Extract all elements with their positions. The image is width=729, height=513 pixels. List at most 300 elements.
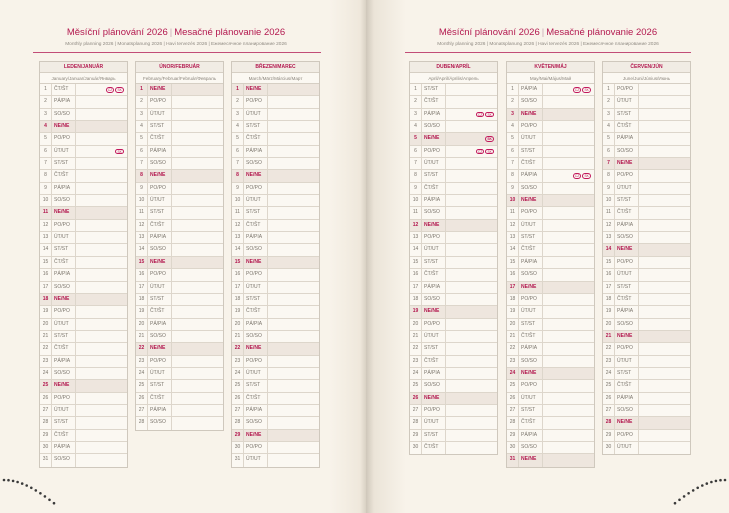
notes-cell[interactable] <box>268 84 319 95</box>
notes-cell[interactable] <box>268 121 319 132</box>
notes-cell[interactable] <box>543 454 594 466</box>
separator: | <box>541 27 545 38</box>
day-row <box>603 356 690 368</box>
notes-cell[interactable] <box>172 282 223 293</box>
notes-cell[interactable] <box>268 195 319 206</box>
notes-cell[interactable] <box>76 393 127 404</box>
notes-cell[interactable] <box>639 417 690 428</box>
notes-cell[interactable] <box>543 170 594 181</box>
notes-cell[interactable] <box>446 368 497 379</box>
notes-cell[interactable] <box>76 294 127 305</box>
day-row <box>136 319 223 331</box>
notes-cell[interactable] <box>268 146 319 157</box>
notes-cell[interactable] <box>172 109 223 120</box>
day-row <box>136 294 223 306</box>
notes-cell[interactable] <box>172 368 223 379</box>
notes-cell[interactable] <box>446 331 497 342</box>
notes-cell[interactable] <box>76 442 127 453</box>
notes-cell[interactable] <box>446 393 497 404</box>
notes-cell[interactable] <box>543 356 594 367</box>
notes-cell[interactable] <box>639 257 690 268</box>
notes-cell[interactable] <box>268 331 319 342</box>
notes-cell[interactable] <box>446 442 497 454</box>
notes-cell[interactable] <box>446 430 497 441</box>
notes-cell[interactable] <box>172 405 223 416</box>
notes-cell[interactable] <box>543 405 594 416</box>
day-number: 13 <box>40 232 52 243</box>
day-number: 17 <box>507 282 519 293</box>
notes-cell[interactable] <box>639 430 690 441</box>
day-row <box>603 96 690 108</box>
weekday: SO/SO <box>148 417 172 429</box>
notes-cell[interactable] <box>172 257 223 268</box>
day-row <box>507 170 594 182</box>
notes-cell[interactable] <box>172 207 223 218</box>
dot <box>44 495 47 498</box>
notes-cell[interactable] <box>172 417 223 429</box>
title-cz: Měsíční plánování 2026 <box>66 27 168 38</box>
day-row <box>603 393 690 405</box>
notes-cell[interactable] <box>172 84 223 95</box>
notes-cell[interactable] <box>268 133 319 144</box>
notes-cell[interactable] <box>76 84 127 95</box>
notes-cell[interactable] <box>172 170 223 181</box>
notes-cell[interactable] <box>268 405 319 416</box>
day-number: 8 <box>232 170 244 181</box>
day-row <box>40 244 127 256</box>
notes-cell[interactable] <box>543 331 594 342</box>
notes-cell[interactable] <box>172 158 223 169</box>
day-number: 12 <box>603 220 615 231</box>
weekday: ČT/ŠT <box>52 343 76 354</box>
notes-cell[interactable] <box>639 207 690 218</box>
notes-cell[interactable] <box>268 393 319 404</box>
notes-cell[interactable] <box>268 306 319 317</box>
notes-cell[interactable] <box>268 244 319 255</box>
notes-cell[interactable] <box>172 183 223 194</box>
notes-cell[interactable] <box>639 84 690 95</box>
day-row <box>410 380 497 392</box>
notes-cell[interactable] <box>268 96 319 107</box>
notes-cell[interactable] <box>76 195 127 206</box>
notes-cell[interactable] <box>639 170 690 181</box>
day-number: 21 <box>40 331 52 342</box>
weekday: ÚT/UT <box>615 183 639 194</box>
notes-cell[interactable] <box>543 368 594 379</box>
weekday: PÁ/PIA <box>615 133 639 144</box>
notes-cell[interactable] <box>639 331 690 342</box>
notes-cell[interactable] <box>172 343 223 354</box>
day-row <box>410 207 497 219</box>
day-row <box>232 393 319 405</box>
day-row <box>410 356 497 368</box>
notes-cell[interactable] <box>639 269 690 280</box>
notes-cell[interactable] <box>172 306 223 317</box>
notes-cell[interactable] <box>76 133 127 144</box>
day-number: 3 <box>507 109 519 120</box>
notes-cell[interactable] <box>543 319 594 330</box>
day-row <box>40 454 127 466</box>
day-row <box>40 356 127 368</box>
weekday: SO/SO <box>519 96 543 107</box>
day-row <box>40 368 127 380</box>
notes-cell[interactable] <box>268 207 319 218</box>
notes-cell[interactable] <box>543 417 594 428</box>
day-number: 28 <box>603 417 615 428</box>
day-number: 11 <box>232 207 244 218</box>
notes-cell[interactable] <box>76 220 127 231</box>
notes-cell[interactable] <box>76 417 127 428</box>
day-number: 18 <box>232 294 244 305</box>
day-number: 9 <box>232 183 244 194</box>
notes-cell[interactable] <box>268 368 319 379</box>
holiday-badge: SK <box>582 87 591 93</box>
notes-cell[interactable] <box>446 183 497 194</box>
day-number: 26 <box>410 393 422 404</box>
notes-cell[interactable] <box>446 244 497 255</box>
notes-cell[interactable] <box>268 257 319 268</box>
notes-cell[interactable] <box>172 220 223 231</box>
day-row <box>603 269 690 281</box>
notes-cell[interactable] <box>76 146 127 157</box>
notes-cell[interactable] <box>446 232 497 243</box>
notes-cell[interactable] <box>639 405 690 416</box>
page-subtitle: Monthly planning 2026 | Monatsplanung 2026 | Havi tervezés 2026 | Ежемесячное планирование 2026 <box>437 42 659 47</box>
notes-cell[interactable] <box>639 294 690 305</box>
weekday: ST/ST <box>52 158 76 169</box>
notes-cell[interactable] <box>446 294 497 305</box>
day-row <box>232 96 319 108</box>
weekday: ČT/ŠT <box>422 183 446 194</box>
notes-cell[interactable] <box>639 195 690 206</box>
notes-cell[interactable] <box>76 356 127 367</box>
weekday: PÁ/PIA <box>52 442 76 453</box>
notes-cell[interactable] <box>268 269 319 280</box>
day-row <box>232 244 319 256</box>
notes-cell[interactable] <box>446 282 497 293</box>
notes-cell[interactable] <box>543 269 594 280</box>
notes-cell[interactable] <box>76 368 127 379</box>
notes-cell[interactable] <box>543 183 594 194</box>
notes-cell[interactable] <box>543 442 594 453</box>
day-row <box>410 393 497 405</box>
notes-cell[interactable] <box>172 195 223 206</box>
weekday: ČT/ŠT <box>615 294 639 305</box>
notes-cell[interactable] <box>76 158 127 169</box>
weekday: PÁ/PIA <box>148 405 172 416</box>
notes-cell[interactable] <box>639 356 690 367</box>
day-row <box>40 146 127 158</box>
day-number: 16 <box>136 269 148 280</box>
notes-cell[interactable] <box>543 96 594 107</box>
notes-cell[interactable] <box>639 96 690 107</box>
notes-cell[interactable] <box>543 393 594 404</box>
notes-cell[interactable] <box>76 232 127 243</box>
notes-cell[interactable] <box>543 257 594 268</box>
day-number: 18 <box>40 294 52 305</box>
notes-cell[interactable] <box>172 133 223 144</box>
weekday: PO/PO <box>148 269 172 280</box>
notes-cell[interactable] <box>639 380 690 391</box>
notes-cell[interactable] <box>543 207 594 218</box>
notes-cell[interactable] <box>446 158 497 169</box>
notes-cell[interactable] <box>268 380 319 391</box>
day-row <box>603 146 690 158</box>
day-row <box>410 183 497 195</box>
notes-cell[interactable] <box>268 158 319 169</box>
notes-cell[interactable] <box>446 257 497 268</box>
day-number: 1 <box>232 84 244 95</box>
notes-cell[interactable] <box>268 220 319 231</box>
notes-cell[interactable] <box>76 207 127 218</box>
day-number: 24 <box>603 368 615 379</box>
day-row <box>136 257 223 269</box>
weekday: SO/SO <box>615 405 639 416</box>
day-number: 6 <box>603 146 615 157</box>
notes-cell[interactable] <box>76 121 127 132</box>
notes-cell[interactable] <box>446 269 497 280</box>
notes-cell[interactable] <box>543 220 594 231</box>
day-number: 27 <box>40 405 52 416</box>
day-number: 28 <box>507 417 519 428</box>
day-number: 8 <box>410 170 422 181</box>
notes-cell[interactable] <box>639 319 690 330</box>
notes-cell[interactable] <box>543 158 594 169</box>
day-row <box>40 380 127 392</box>
dot <box>706 482 709 485</box>
notes-cell[interactable] <box>76 96 127 107</box>
day-row <box>507 282 594 294</box>
day-number: 7 <box>232 158 244 169</box>
notes-cell[interactable] <box>268 417 319 428</box>
page-subtitle: Monthly planning 2026 | Monatsplanung 2026 | Havi tervezés 2026 | Ежемесячное планирование 2026 <box>65 42 287 47</box>
day-row <box>507 183 594 195</box>
notes-cell[interactable] <box>268 454 319 466</box>
notes-cell[interactable] <box>172 356 223 367</box>
notes-cell[interactable] <box>543 343 594 354</box>
weekday: ČT/ŠT <box>422 96 446 107</box>
day-row <box>232 269 319 281</box>
notes-cell[interactable] <box>268 282 319 293</box>
day-row <box>136 146 223 158</box>
notes-cell[interactable] <box>446 306 497 317</box>
notes-cell[interactable] <box>639 282 690 293</box>
notes-cell[interactable] <box>76 430 127 441</box>
notes-cell[interactable] <box>76 306 127 317</box>
weekday: ČT/ŠT <box>148 220 172 231</box>
weekday: PO/PO <box>615 84 639 95</box>
notes-cell[interactable] <box>172 380 223 391</box>
notes-cell[interactable] <box>172 121 223 132</box>
day-row <box>232 207 319 219</box>
weekday: ČT/ŠT <box>422 356 446 367</box>
notes-cell[interactable] <box>446 109 497 120</box>
right-page <box>366 0 729 513</box>
notes-cell[interactable] <box>543 133 594 144</box>
day-row <box>40 232 127 244</box>
notes-cell[interactable] <box>446 380 497 391</box>
notes-cell[interactable] <box>446 146 497 157</box>
notes-cell[interactable] <box>639 232 690 243</box>
notes-cell[interactable] <box>543 121 594 132</box>
notes-cell[interactable] <box>639 109 690 120</box>
weekday: NE/NE <box>422 133 446 144</box>
notes-cell[interactable] <box>76 269 127 280</box>
notes-cell[interactable] <box>76 454 127 466</box>
notes-cell[interactable] <box>446 356 497 367</box>
notes-cell[interactable] <box>172 244 223 255</box>
notes-cell[interactable] <box>268 356 319 367</box>
notes-cell[interactable] <box>543 306 594 317</box>
notes-cell[interactable] <box>446 170 497 181</box>
notes-cell[interactable] <box>543 294 594 305</box>
notes-cell[interactable] <box>446 207 497 218</box>
notes-cell[interactable] <box>172 269 223 280</box>
day-row <box>232 405 319 417</box>
day-number: 7 <box>40 158 52 169</box>
notes-cell[interactable] <box>446 121 497 132</box>
notes-cell[interactable] <box>639 306 690 317</box>
notes-cell[interactable] <box>543 282 594 293</box>
notes-cell[interactable] <box>446 96 497 107</box>
notes-cell[interactable] <box>268 170 319 181</box>
weekday: PO/PO <box>422 146 446 157</box>
notes-cell[interactable] <box>172 393 223 404</box>
month-subname: January/Januar/Január/Январь <box>40 73 127 84</box>
notes-cell[interactable] <box>76 343 127 354</box>
weekday: ÚT/UT <box>422 331 446 342</box>
day-number: 11 <box>410 207 422 218</box>
notes-cell[interactable] <box>446 220 497 231</box>
day-number: 6 <box>507 146 519 157</box>
month-name: LEDEN/JANUÁR <box>40 62 127 73</box>
notes-cell[interactable] <box>446 343 497 354</box>
day-number: 4 <box>232 121 244 132</box>
notes-cell[interactable] <box>446 133 497 144</box>
notes-cell[interactable] <box>543 244 594 255</box>
weekday: PO/PO <box>519 294 543 305</box>
day-number: 5 <box>410 133 422 144</box>
notes-cell[interactable] <box>543 84 594 95</box>
notes-cell[interactable] <box>446 84 497 95</box>
day-row <box>232 133 319 145</box>
weekday: ČT/ŠT <box>244 306 268 317</box>
notes-cell[interactable] <box>172 331 223 342</box>
weekday: NE/NE <box>244 257 268 268</box>
weekday: PÁ/PIA <box>52 183 76 194</box>
notes-cell[interactable] <box>172 146 223 157</box>
notes-cell[interactable] <box>172 96 223 107</box>
day-row <box>603 380 690 392</box>
notes-cell[interactable] <box>268 232 319 243</box>
notes-cell[interactable] <box>76 170 127 181</box>
weekday: PÁ/PIA <box>519 84 543 95</box>
notes-cell[interactable] <box>639 393 690 404</box>
notes-cell[interactable] <box>446 405 497 416</box>
notes-cell[interactable] <box>268 442 319 453</box>
month-table <box>602 61 691 455</box>
notes-cell[interactable] <box>446 417 497 428</box>
notes-cell[interactable] <box>268 183 319 194</box>
notes-cell[interactable] <box>639 343 690 354</box>
divider <box>405 52 691 53</box>
notes-cell[interactable] <box>543 380 594 391</box>
notes-cell[interactable] <box>543 109 594 120</box>
notes-cell[interactable] <box>268 109 319 120</box>
notes-cell[interactable] <box>446 319 497 330</box>
notes-cell[interactable] <box>268 430 319 441</box>
day-number: 5 <box>136 133 148 144</box>
notes-cell[interactable] <box>76 331 127 342</box>
notes-cell[interactable] <box>543 430 594 441</box>
notes-cell[interactable] <box>639 146 690 157</box>
notes-cell[interactable] <box>639 183 690 194</box>
notes-cell[interactable] <box>76 380 127 391</box>
day-row <box>136 109 223 121</box>
day-row <box>410 84 497 96</box>
weekday: PO/PO <box>519 380 543 391</box>
notes-cell[interactable] <box>268 319 319 330</box>
day-row <box>40 269 127 281</box>
notes-cell[interactable] <box>639 133 690 144</box>
day-row <box>232 380 319 392</box>
notes-cell[interactable] <box>639 121 690 132</box>
day-row <box>136 405 223 417</box>
weekday: PÁ/PIA <box>615 220 639 231</box>
day-row <box>232 417 319 429</box>
day-row <box>40 84 127 96</box>
day-row <box>40 96 127 108</box>
weekday: ÚT/UT <box>148 368 172 379</box>
notes-cell[interactable] <box>543 232 594 243</box>
notes-cell[interactable] <box>446 195 497 206</box>
notes-cell[interactable] <box>76 405 127 416</box>
notes-cell[interactable] <box>268 343 319 354</box>
notes-cell[interactable] <box>76 183 127 194</box>
day-number: 20 <box>232 319 244 330</box>
notes-cell[interactable] <box>76 244 127 255</box>
notes-cell[interactable] <box>543 195 594 206</box>
day-row <box>232 306 319 318</box>
day-number: 29 <box>40 430 52 441</box>
weekday: ÚT/UT <box>244 195 268 206</box>
day-row <box>603 405 690 417</box>
notes-cell[interactable] <box>639 244 690 255</box>
notes-cell[interactable] <box>76 319 127 330</box>
weekday: SO/SO <box>148 244 172 255</box>
notes-cell[interactable] <box>76 282 127 293</box>
notes-cell[interactable] <box>172 232 223 243</box>
notes-cell[interactable] <box>172 294 223 305</box>
notes-cell[interactable] <box>76 109 127 120</box>
day-number: 11 <box>603 207 615 218</box>
notes-cell[interactable] <box>76 257 127 268</box>
weekday: SO/SO <box>615 232 639 243</box>
weekday: ÚT/UT <box>519 306 543 317</box>
day-row <box>410 109 497 121</box>
notes-cell[interactable] <box>639 368 690 379</box>
day-number: 31 <box>507 454 519 466</box>
notes-cell[interactable] <box>639 442 690 454</box>
day-row <box>232 442 319 454</box>
notes-cell[interactable] <box>639 220 690 231</box>
day-row <box>40 405 127 417</box>
day-row <box>603 133 690 145</box>
notes-cell[interactable] <box>172 319 223 330</box>
notes-cell[interactable] <box>639 158 690 169</box>
notes-cell[interactable] <box>268 294 319 305</box>
notes-cell[interactable] <box>543 146 594 157</box>
